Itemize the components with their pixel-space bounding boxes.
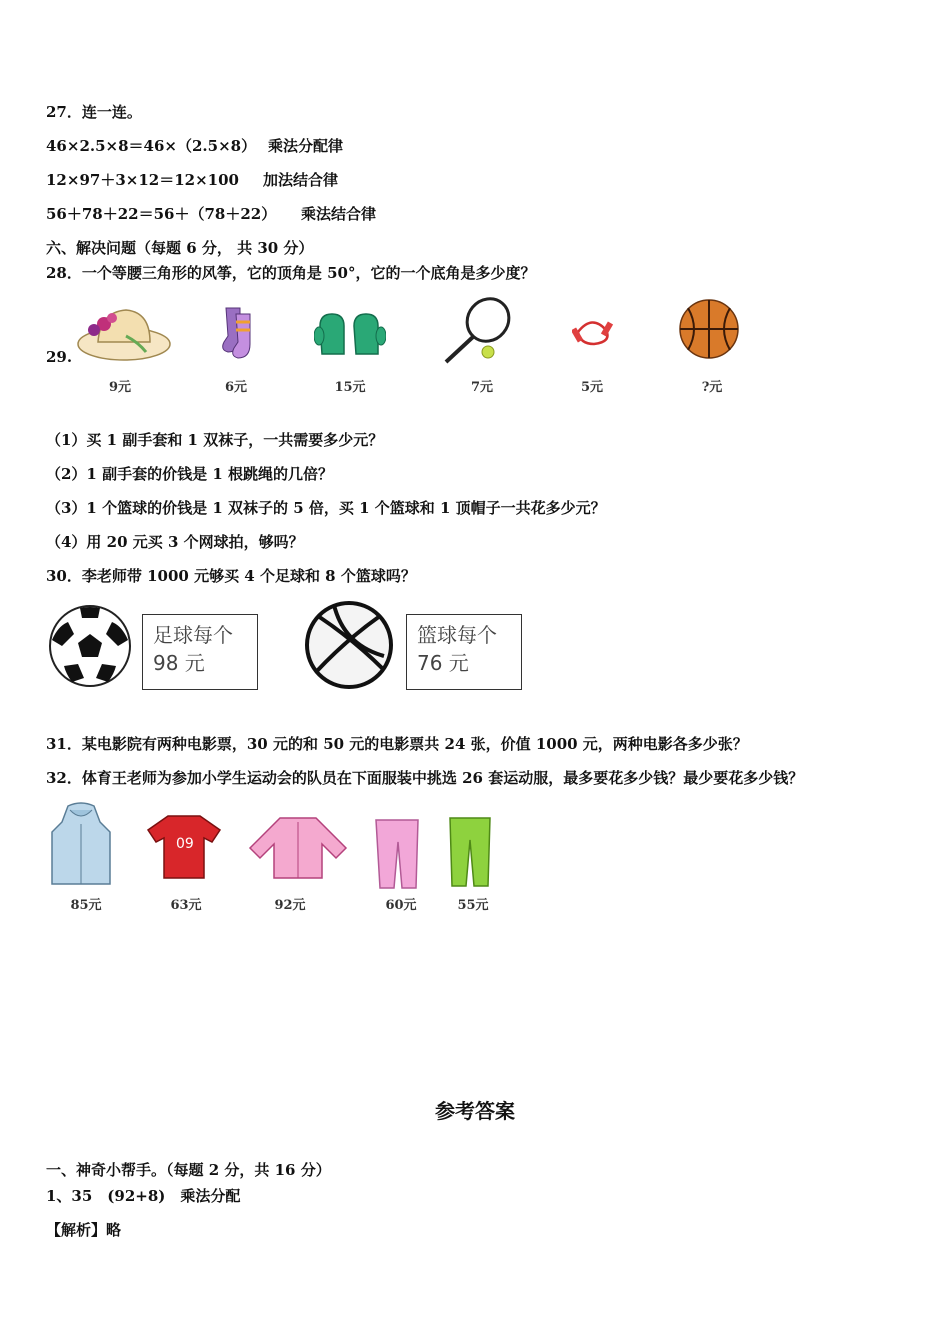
price-jump-rope: 5元	[580, 380, 604, 395]
q29-question-1: （1）买 1 副手套和 1 双袜子，一共需要多少元？	[46, 431, 384, 449]
answers-title: 参考答案	[435, 1099, 515, 1123]
jacket-image	[246, 814, 350, 882]
q27-law-1: 乘法分配律	[268, 137, 344, 155]
price-tennis-racket: 7元	[470, 380, 494, 395]
price-jacket: 92元	[274, 898, 306, 913]
answer-1: 1、35 (92+8) 乘法分配	[46, 1187, 241, 1205]
q28-text: 28．一个等腰三角形的风筝，它的顶角是 50°，它的一个底角是多少度？	[46, 264, 536, 282]
q29-question-3: （3）1 个篮球的价钱是 1 双袜子的 5 倍，买 1 个篮球和 1 顶帽子一共花多少元？	[46, 499, 606, 517]
q32-text: 32．体育王老师为参加小学生运动会的队员在下面服装中挑选 26 套运动服，最多要花多少钱？最少要花多少钱？	[46, 769, 804, 787]
price-hoodie: 85元	[70, 898, 102, 913]
q29-question-4: （4）用 20 元买 3 个网球拍，够吗？	[46, 533, 304, 551]
q30-text: 30．李老师带 1000 元够买 4 个足球和 8 个篮球吗？	[46, 567, 416, 585]
q27-law-3: 乘法结合律	[301, 205, 377, 223]
jump-rope-image	[572, 312, 614, 350]
price-pink-pants: 60元	[385, 898, 417, 913]
basketball-label: 篮球每个	[417, 623, 497, 647]
basketball-price-box	[406, 614, 522, 690]
q27-expr-2: 12×97＋3×12＝12×100	[46, 171, 239, 189]
answers-section-1: 一、神奇小帮手。（每题 2 分，共 16 分）	[46, 1161, 331, 1179]
q27-expr-3: 56＋78＋22＝56＋（78＋22）	[46, 205, 277, 223]
q29-label: 29.	[46, 348, 73, 366]
price-socks: 6元	[224, 380, 248, 395]
hat-image	[76, 302, 172, 364]
football-price: 98 元	[153, 651, 205, 675]
gloves-image	[314, 310, 386, 360]
price-green-pants: 55元	[457, 898, 489, 913]
q27-law-2: 加法结合律	[263, 171, 339, 189]
football-label: 足球每个	[153, 623, 233, 647]
tennis-racket-image	[440, 296, 516, 366]
price-t-shirt: 63元	[170, 898, 202, 913]
q31-text: 31．某电影院有两种电影票，30 元的和 50 元的电影票共 24 张，价值 1000 元，两种电影各多少张？	[46, 735, 748, 753]
basketball-image	[678, 298, 740, 360]
q29-question-2: （2）1 副手套的价钱是 1 根跳绳的几倍？	[46, 465, 333, 483]
q27-title: 27．连一连。	[46, 103, 142, 121]
price-hat: 9元	[108, 380, 132, 395]
football-image	[48, 604, 132, 688]
t-shirt-image	[146, 812, 222, 880]
socks-image	[218, 306, 258, 360]
price-basketball: ?元	[701, 380, 723, 395]
section-6-heading: 六、解决问题（每题 6 分， 共 30 分）	[46, 239, 314, 257]
football-price-box	[142, 614, 258, 690]
hoodie-image	[48, 802, 114, 888]
price-gloves: 15元	[334, 380, 366, 395]
answer-1-analysis: 【解析】略	[46, 1221, 122, 1239]
basketball-price-value: 76 元	[417, 651, 469, 675]
q27-expr-1: 46×2.5×8＝46×（2.5×8）	[46, 137, 257, 155]
basketball-outline-image	[304, 600, 394, 690]
pink-pants-image	[372, 818, 422, 890]
svg-text:09: 09	[176, 836, 194, 852]
green-pants-image	[446, 816, 494, 888]
